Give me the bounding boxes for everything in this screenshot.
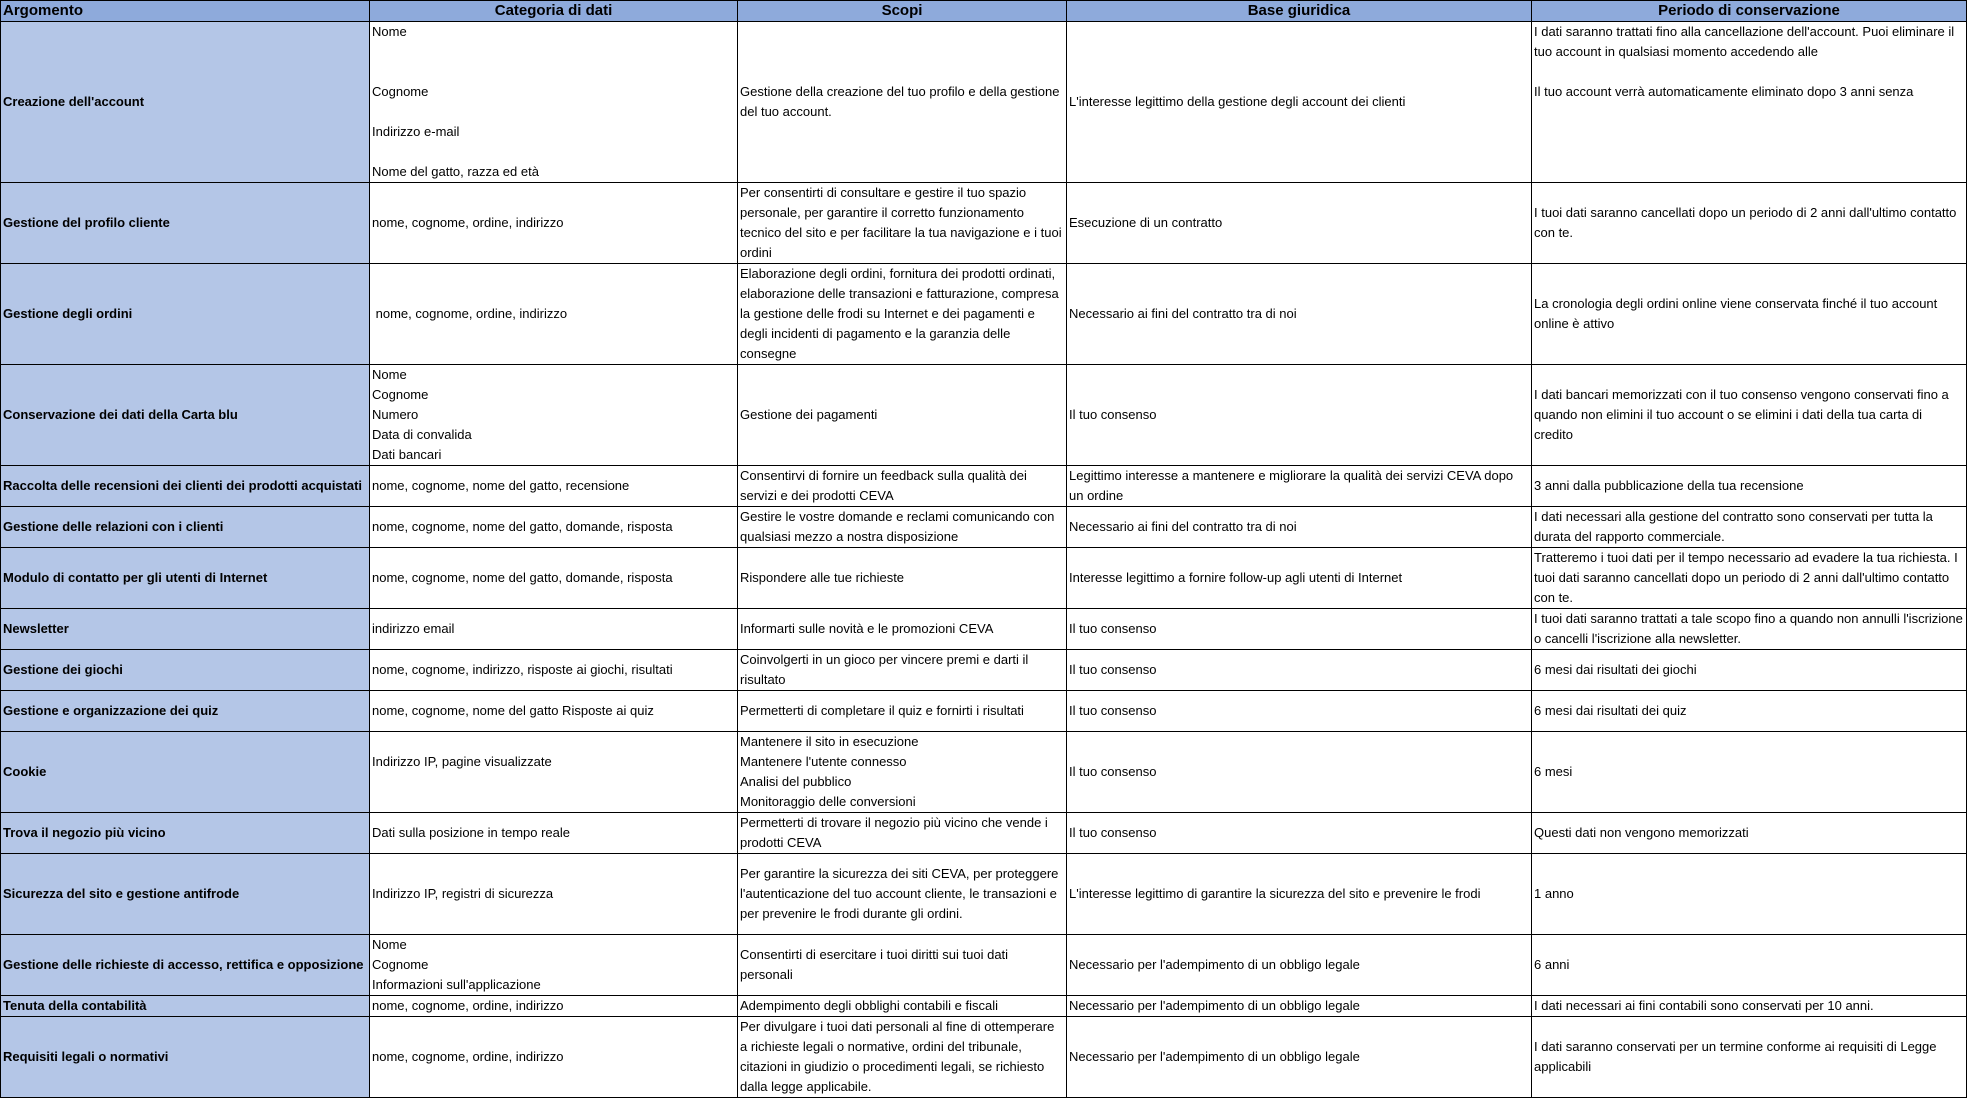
category-line: Indirizzo IP, pagine visualizzate	[372, 754, 552, 769]
category-line: Cognome	[372, 957, 429, 972]
retention-cell[interactable]: I dati necessari ai fini contabili sono conservati per 10 anni.	[1532, 996, 1967, 1017]
topic-cell[interactable]: Modulo di contatto per gli utenti di Internet	[1, 548, 370, 609]
retention-cell[interactable]: 3 anni dalla pubblicazione della tua recensione	[1532, 466, 1967, 507]
topic-cell[interactable]: Requisiti legali o normativi	[1, 1017, 370, 1098]
table-row	[1, 365, 1967, 466]
purpose-cell[interactable]: Elaborazione degli ordini, fornitura dei prodotti ordinati, elaborazione delle transazioni e fatturazione, compresa la gestione delle frodi su Internet e dei pagamenti e degli incidenti di pagamento e la garanzia delle consegne	[738, 264, 1067, 365]
topic-cell[interactable]: Gestione dei giochi	[1, 650, 370, 691]
header-scopi[interactable]: Scopi	[738, 1, 1067, 22]
category-cell[interactable]: nome, cognome, ordine, indirizzo	[370, 996, 738, 1017]
category-line: Indirizzo e-mail	[372, 124, 460, 139]
legal-basis-cell[interactable]: Il tuo consenso	[1067, 365, 1532, 466]
topic-cell[interactable]: Gestione del profilo cliente	[1, 183, 370, 264]
topic-cell[interactable]: Creazione dell'account	[1, 22, 370, 183]
legal-basis-cell[interactable]: L'interesse legittimo della gestione degli account dei clienti	[1067, 22, 1532, 183]
purpose-cell[interactable]: Adempimento degli obblighi contabili e fiscali	[738, 996, 1067, 1017]
category-cell[interactable]	[370, 365, 738, 466]
legal-basis-cell[interactable]: Il tuo consenso	[1067, 732, 1532, 813]
table-row	[1, 1017, 1967, 1098]
category-line: Nome	[372, 24, 407, 39]
table-row	[1, 732, 1967, 813]
purpose-line: Mantenere l'utente connesso	[740, 754, 907, 769]
category-cell[interactable]	[370, 935, 738, 996]
legal-basis-cell[interactable]: L'interesse legittimo di garantire la sicurezza del sito e prevenire le frodi	[1067, 854, 1532, 935]
topic-cell[interactable]: Raccolta delle recensioni dei clienti dei prodotti acquistati	[1, 466, 370, 507]
retention-cell[interactable]: La cronologia degli ordini online viene conservata finché il tuo account online è attivo	[1532, 264, 1967, 365]
category-cell[interactable]: nome, cognome, nome del gatto, domande, risposta	[370, 548, 738, 609]
legal-basis-cell[interactable]: Necessario per l'adempimento di un obbligo legale	[1067, 1017, 1532, 1098]
header-argomento[interactable]: Argomento	[1, 1, 370, 22]
topic-cell[interactable]: Tenuta della contabilità	[1, 996, 370, 1017]
category-cell[interactable]: nome, cognome, indirizzo, risposte ai giochi, risultati	[370, 650, 738, 691]
category-line: Dati bancari	[372, 447, 442, 462]
topic-cell[interactable]: Gestione degli ordini	[1, 264, 370, 365]
purpose-line: Mantenere il sito in esecuzione	[740, 734, 919, 749]
category-line: Cognome	[372, 84, 429, 99]
retention-cell[interactable]: I dati necessari alla gestione del contratto sono conservati per tutta la durata del rapporto commerciale.	[1532, 507, 1967, 548]
category-cell[interactable]: Dati sulla posizione in tempo reale	[370, 813, 738, 854]
purpose-cell[interactable]: Gestione dei pagamenti	[738, 365, 1067, 466]
topic-cell[interactable]: Sicurezza del sito e gestione antifrode	[1, 854, 370, 935]
table-row	[1, 183, 1967, 264]
purpose-cell[interactable]: Per divulgare i tuoi dati personali al fine di ottemperare a richieste legali o normative, ordini del tribunale, citazioni in giudizio o procedimenti legali, se richiesto dalla legge applicabile.	[738, 1017, 1067, 1098]
retention-cell[interactable]: 6 mesi	[1532, 732, 1967, 813]
retention-cell[interactable]	[1532, 22, 1967, 183]
legal-basis-cell[interactable]: Il tuo consenso	[1067, 691, 1532, 732]
category-cell[interactable]: nome, cognome, ordine, indirizzo	[370, 1017, 738, 1098]
retention-cell[interactable]: 6 mesi dai risultati dei giochi	[1532, 650, 1967, 691]
category-cell[interactable]: nome, cognome, nome del gatto Risposte ai quiz	[370, 691, 738, 732]
legal-basis-cell[interactable]: Necessario per l'adempimento di un obbligo legale	[1067, 996, 1532, 1017]
topic-cell[interactable]: Trova il negozio più vicino	[1, 813, 370, 854]
category-line: Informazioni sull'applicazione	[372, 977, 541, 992]
retention-cell[interactable]: 6 anni	[1532, 935, 1967, 996]
category-line: Nome	[372, 367, 407, 382]
category-line: Cognome	[372, 387, 429, 402]
category-line: Data di convalida	[372, 427, 472, 442]
category-cell[interactable]: nome, cognome, nome del gatto, recensione	[370, 466, 738, 507]
legal-basis-cell[interactable]: Esecuzione di un contratto	[1067, 183, 1532, 264]
legal-basis-cell[interactable]: Il tuo consenso	[1067, 650, 1532, 691]
purpose-cell[interactable]: Gestione della creazione del tuo profilo e della gestione del tuo account.	[738, 22, 1067, 183]
header-periodo[interactable]: Periodo di conservazione	[1532, 1, 1967, 22]
table-row	[1, 548, 1967, 609]
header-base-giuridica[interactable]: Base giuridica	[1067, 1, 1532, 22]
table-row	[1, 996, 1967, 1017]
retention-text: Il tuo account verrà automaticamente eliminato dopo 3 anni senza	[1534, 84, 1914, 99]
purpose-cell[interactable]: Informarti sulle novità e le promozioni CEVA	[738, 609, 1067, 650]
purpose-cell[interactable]: Permetterti di completare il quiz e fornirti i risultati	[738, 691, 1067, 732]
topic-cell[interactable]: Newsletter	[1, 609, 370, 650]
table-row	[1, 813, 1967, 854]
header-row	[1, 1, 1967, 22]
purpose-cell[interactable]	[738, 732, 1067, 813]
legal-basis-cell[interactable]: Necessario ai fini del contratto tra di noi	[1067, 507, 1532, 548]
legal-basis-cell[interactable]: Necessario per l'adempimento di un obbligo legale	[1067, 935, 1532, 996]
table-row	[1, 507, 1967, 548]
table-row	[1, 854, 1967, 935]
legal-basis-cell[interactable]: Il tuo consenso	[1067, 813, 1532, 854]
table-row	[1, 609, 1967, 650]
category-cell[interactable]: indirizzo email	[370, 609, 738, 650]
table-row	[1, 264, 1967, 365]
legal-basis-cell[interactable]: Legittimo interesse a mantenere e migliorare la qualità dei servizi CEVA dopo un ordine	[1067, 466, 1532, 507]
purpose-line: Monitoraggio delle conversioni	[740, 794, 916, 809]
retention-cell[interactable]: 1 anno	[1532, 854, 1967, 935]
category-cell[interactable]: nome, cognome, ordine, indirizzo	[370, 183, 738, 264]
table-row	[1, 466, 1967, 507]
purpose-line: Analisi del pubblico	[740, 774, 852, 789]
topic-cell[interactable]: Conservazione dei dati della Carta blu	[1, 365, 370, 466]
category-cell[interactable]	[370, 732, 738, 813]
table-row	[1, 691, 1967, 732]
purpose-cell[interactable]: Consentirvi di fornire un feedback sulla qualità dei servizi e dei prodotti CEVA	[738, 466, 1067, 507]
category-line: Nome	[372, 937, 407, 952]
category-cell[interactable]: Indirizzo IP, registri di sicurezza	[370, 854, 738, 935]
table-row	[1, 935, 1967, 996]
purpose-cell[interactable]: Consentirti di esercitare i tuoi diritti sui tuoi dati personali	[738, 935, 1067, 996]
legal-basis-cell[interactable]: Necessario ai fini del contratto tra di noi	[1067, 264, 1532, 365]
retention-cell[interactable]: I tuoi dati saranno trattati a tale scopo fino a quando non annulli l'iscrizione o cancelli l'iscrizione alla newsletter.	[1532, 609, 1967, 650]
retention-cell[interactable]: I tuoi dati saranno cancellati dopo un periodo di 2 anni dall'ultimo contatto con te.	[1532, 183, 1967, 264]
table-row	[1, 22, 1967, 183]
purpose-cell[interactable]: Per garantire la sicurezza dei siti CEVA, per proteggere l'autenticazione del tuo account cliente, le transazioni e per prevenire le frodi durante gli ordini.	[738, 854, 1067, 935]
legal-basis-cell[interactable]: Il tuo consenso	[1067, 609, 1532, 650]
legal-basis-cell[interactable]: Interesse legittimo a fornire follow-up agli utenti di Internet	[1067, 548, 1532, 609]
purpose-cell[interactable]: Per consentirti di consultare e gestire il tuo spazio personale, per garantire il corretto funzionamento tecnico del sito e per facilitare la tua navigazione e i tuoi ordini	[738, 183, 1067, 264]
category-line: Numero	[372, 407, 419, 422]
retention-cell[interactable]: 6 mesi dai risultati dei quiz	[1532, 691, 1967, 732]
retention-cell[interactable]: I dati saranno conservati per un termine conforme ai requisiti di Legge applicabili	[1532, 1017, 1967, 1098]
retention-cell[interactable]: Questi dati non vengono memorizzati	[1532, 813, 1967, 854]
purpose-cell[interactable]: Coinvolgerti in un gioco per vincere premi e darti il risultato	[738, 650, 1067, 691]
retention-cell[interactable]: I dati bancari memorizzati con il tuo consenso vengono conservati fino a quando non elimini il tuo account o se elimini i dati della tua carta di credito	[1532, 365, 1967, 466]
retention-cell[interactable]: Tratteremo i tuoi dati per il tempo necessario ad evadere la tua richiesta. I tuoi dati saranno cancellati dopo un periodo di 2 anni dall'ultimo contatto con te.	[1532, 548, 1967, 609]
topic-cell[interactable]: Gestione e organizzazione dei quiz	[1, 691, 370, 732]
purpose-cell[interactable]: Permetterti di trovare il negozio più vicino che vende i prodotti CEVA	[738, 813, 1067, 854]
category-cell[interactable]	[370, 22, 738, 183]
retention-text: I dati saranno trattati fino alla cancellazione dell'account. Puoi eliminare il tuo account in qualsiasi momento accedendo alle	[1534, 24, 1955, 59]
category-cell[interactable]: nome, cognome, nome del gatto, domande, risposta	[370, 507, 738, 548]
category-cell[interactable]: nome, cognome, ordine, indirizzo	[370, 264, 738, 365]
category-line: Nome del gatto, razza ed età	[372, 164, 539, 179]
header-categoria[interactable]: Categoria di dati	[370, 1, 738, 22]
topic-cell[interactable]: Cookie	[1, 732, 370, 813]
topic-cell[interactable]: Gestione delle relazioni con i clienti	[1, 507, 370, 548]
purpose-cell[interactable]: Gestire le vostre domande e reclami comunicando con qualsiasi mezzo a nostra disposizione	[738, 507, 1067, 548]
topic-cell[interactable]: Gestione delle richieste di accesso, rettifica e opposizione	[1, 935, 370, 996]
table-row	[1, 650, 1967, 691]
purpose-cell[interactable]: Rispondere alle tue richieste	[738, 548, 1067, 609]
